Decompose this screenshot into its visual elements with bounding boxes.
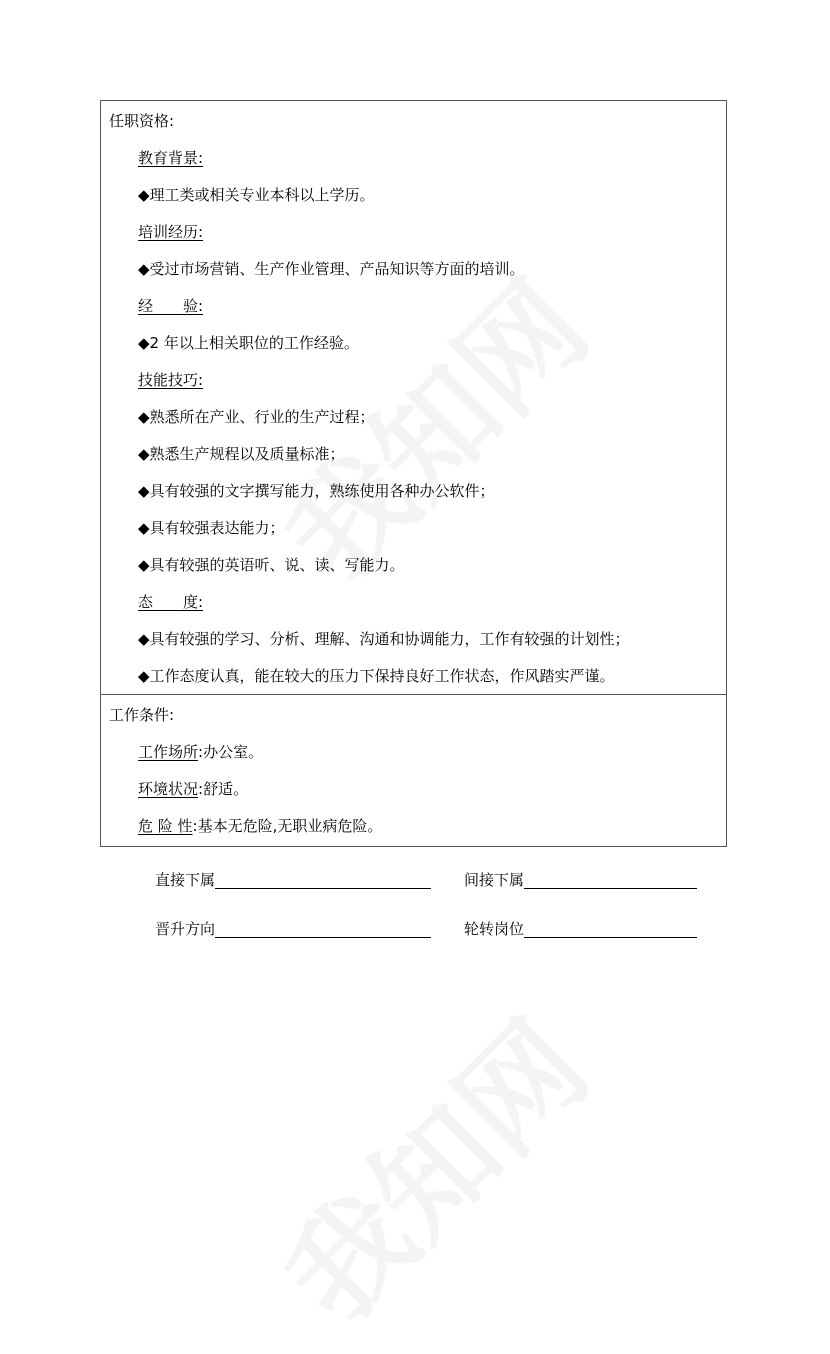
direct-subordinate-blank[interactable] [215, 872, 431, 889]
education-item: ◆理工类或相关专业本科以上学历。 [138, 186, 375, 204]
conditions-section [101, 695, 726, 846]
conditions-title: 工作条件: [109, 706, 175, 724]
risk-row [138, 817, 382, 835]
promotion-field [155, 920, 431, 938]
job-description-table [100, 100, 727, 847]
attitude-label: 态 度: [138, 593, 204, 611]
watermark [242, 978, 618, 1354]
work-place-row [138, 743, 263, 761]
skills-item: ◆具有较强的文字撰写能力，熟练使用各种办公软件； [138, 482, 495, 500]
risk-value: :基本无危险,无职业病危险。 [192, 817, 383, 835]
environment-row [138, 780, 248, 798]
attitude-item: ◆具有较强的学习、分析、理解、沟通和协调能力，工作有较强的计划性； [138, 630, 630, 648]
direct-subordinate-label: 直接下属 [155, 871, 216, 889]
experience-label: 经 验: [138, 297, 204, 315]
skills-item: ◆熟悉所在产业、行业的生产过程； [138, 408, 375, 426]
rotation-field [464, 920, 697, 938]
work-place-label: 工作场所 [138, 743, 199, 761]
qualifications-title: 任职资格: [109, 112, 175, 130]
qualifications-section [101, 101, 726, 695]
skills-item: ◆具有较强的英语听、说、读、写能力。 [138, 556, 405, 574]
work-place-value: :办公室。 [198, 743, 264, 761]
rotation-blank[interactable] [524, 921, 697, 938]
rotation-label: 轮转岗位 [464, 920, 525, 938]
promotion-blank[interactable] [215, 921, 431, 938]
attitude-item: ◆工作态度认真，能在较大的压力下保持良好工作状态，作风踏实严谨。 [138, 667, 615, 685]
training-label: 培训经历: [138, 223, 204, 241]
skills-item: ◆具有较强表达能力； [138, 519, 285, 537]
experience-item: ◆2 年以上相关职位的工作经验。 [138, 334, 359, 352]
skills-label: 技能技巧: [138, 371, 204, 389]
training-item: ◆受过市场营销、生产作业管理、产品知识等方面的培训。 [138, 260, 525, 278]
indirect-subordinate-blank[interactable] [524, 872, 697, 889]
indirect-subordinate-label: 间接下属 [464, 871, 525, 889]
education-label: 教育背景: [138, 149, 204, 167]
environment-value: :舒适。 [198, 780, 249, 798]
direct-subordinate-field [155, 871, 431, 889]
skills-item: ◆熟悉生产规程以及质量标准； [138, 445, 345, 463]
indirect-subordinate-field [464, 871, 697, 889]
risk-label: 危 险 性 [138, 817, 193, 835]
environment-label: 环境状况 [138, 780, 199, 798]
promotion-label: 晋升方向 [155, 920, 216, 938]
